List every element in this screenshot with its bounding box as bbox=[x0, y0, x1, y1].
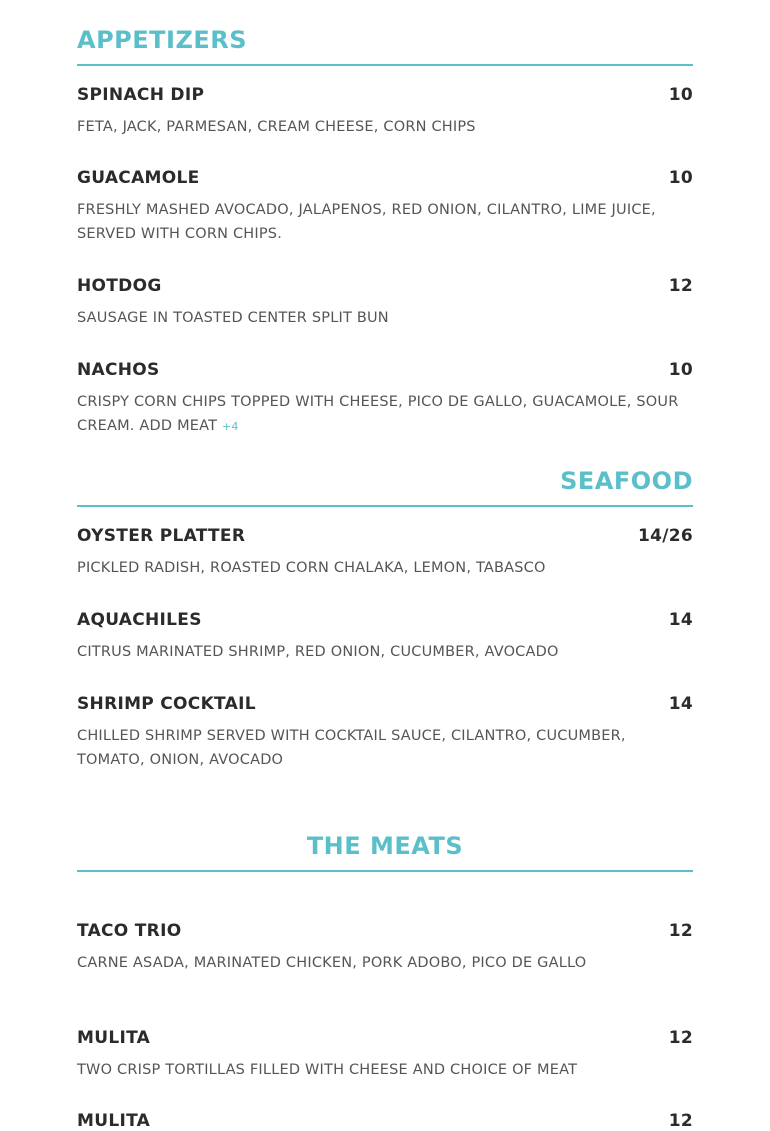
item-name: NACHOS bbox=[77, 360, 160, 380]
item-description: FETA, JACK, PARMESAN, CREAM CHEESE, CORN CHIPS bbox=[77, 119, 476, 135]
item-price: 14 bbox=[668, 610, 693, 630]
item-header bbox=[77, 168, 693, 188]
item-price: 12 bbox=[668, 1111, 693, 1131]
menu-item-shrimp-cocktail bbox=[77, 694, 693, 772]
item-description: FRESHLY MASHED AVOCADO, JALAPENOS, RED ONION, CILANTRO, LIME JUICE, SERVED WITH CORN CHIPS. bbox=[77, 202, 656, 242]
item-name: HOTDOG bbox=[77, 276, 162, 296]
section-the-meats bbox=[77, 832, 693, 872]
item-description: PICKLED RADISH, ROASTED CORN CHALAKA, LEMON, TABASCO bbox=[77, 560, 546, 576]
item-header bbox=[77, 360, 693, 380]
item-header bbox=[77, 921, 693, 941]
menu-item-taco-trio bbox=[77, 921, 693, 975]
item-price: 10 bbox=[668, 360, 693, 380]
menu-item-mulita-2 bbox=[77, 1111, 693, 1131]
menu-item-nachos bbox=[77, 360, 693, 439]
menu-item-guacamole bbox=[77, 168, 693, 246]
item-header bbox=[77, 694, 693, 714]
item-name: GUACAMOLE bbox=[77, 168, 200, 188]
item-header bbox=[77, 610, 693, 630]
item-header bbox=[77, 85, 693, 105]
menu-item-spinach-dip bbox=[77, 85, 693, 139]
item-name: MULITA bbox=[77, 1028, 151, 1048]
add-meat-price: +4 bbox=[222, 420, 239, 433]
item-header bbox=[77, 1028, 693, 1048]
section-title-the-meats: THE MEATS bbox=[77, 832, 693, 872]
item-description: TWO CRISP TORTILLAS FILLED WITH CHEESE AND CHOICE OF MEAT bbox=[77, 1062, 578, 1078]
item-name: AQUACHILES bbox=[77, 610, 202, 630]
item-price: 12 bbox=[668, 1028, 693, 1048]
section-appetizers bbox=[77, 26, 693, 66]
item-name: OYSTER PLATTER bbox=[77, 526, 246, 546]
item-description bbox=[77, 390, 693, 439]
item-description: CARNE ASADA, MARINATED CHICKEN, PORK ADOBO, PICO DE GALLO bbox=[77, 955, 587, 971]
item-price: 14 bbox=[668, 694, 693, 714]
item-price: 12 bbox=[668, 921, 693, 941]
item-header bbox=[77, 1111, 693, 1131]
item-name: SPINACH DIP bbox=[77, 85, 205, 105]
item-header bbox=[77, 526, 693, 546]
item-description: CHILLED SHRIMP SERVED WITH COCKTAIL SAUCE, CILANTRO, CUCUMBER, TOMATO, ONION, AVOCADO bbox=[77, 728, 626, 768]
item-price: 12 bbox=[668, 276, 693, 296]
menu-item-aquachiles bbox=[77, 610, 693, 664]
item-name: TACO TRIO bbox=[77, 921, 182, 941]
menu-item-mulita bbox=[77, 1028, 693, 1082]
menu-item-hotdog bbox=[77, 276, 693, 330]
item-header bbox=[77, 276, 693, 296]
item-description: CITRUS MARINATED SHRIMP, RED ONION, CUCUMBER, AVOCADO bbox=[77, 644, 559, 660]
item-name: MULITA bbox=[77, 1111, 151, 1131]
section-title-appetizers: APPETIZERS bbox=[77, 26, 693, 66]
item-description: SAUSAGE IN TOASTED CENTER SPLIT BUN bbox=[77, 310, 389, 326]
item-description-text: CRISPY CORN CHIPS TOPPED WITH CHEESE, PICO DE GALLO, GUACAMOLE, SOUR CREAM. ADD MEAT bbox=[77, 394, 679, 434]
item-price: 14/26 bbox=[637, 526, 693, 546]
menu-item-oyster-platter bbox=[77, 526, 693, 580]
item-price: 10 bbox=[668, 85, 693, 105]
item-price: 10 bbox=[668, 168, 693, 188]
item-name: SHRIMP COCKTAIL bbox=[77, 694, 256, 714]
section-title-seafood: SEAFOOD bbox=[77, 467, 693, 507]
section-seafood bbox=[77, 467, 693, 507]
